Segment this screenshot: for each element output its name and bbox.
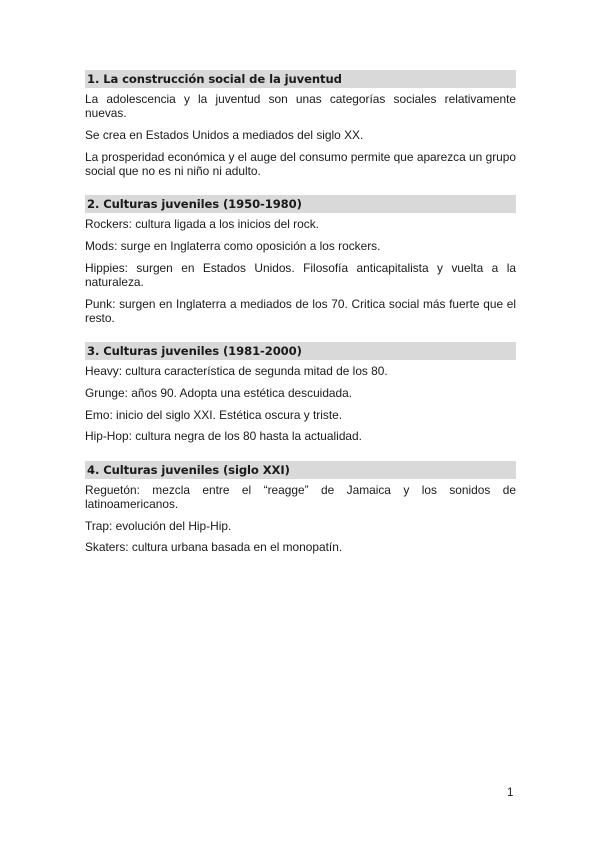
page-number: 1	[507, 787, 514, 799]
paragraph: Reguetón: mezcla entre el “reagge” de Jamaica y los sonidos de latinoamericanos.	[85, 482, 516, 511]
paragraph: Trap: evolución del Hip-Hip.	[85, 518, 232, 533]
paragraph: Se crea en Estados Unidos a mediados del siglo XX.	[85, 128, 364, 142]
paragraph: Emo: inicio del siglo XXI. Estética oscura y triste.	[85, 407, 343, 422]
section-heading: 1. La construcción social de la juventud	[85, 70, 516, 88]
paragraph: La adolescencia y la juventud son unas categorías sociales relativamente nuevas.	[85, 92, 516, 121]
section-heading: 2. Culturas juveniles (1950-1980)	[85, 195, 516, 213]
section-heading: 4. Culturas juveniles (siglo XXI)	[85, 461, 516, 479]
paragraph: La prosperidad económica y el auge del consumo permite que aparezca un grupo social que no es ni niño ni adulto.	[85, 149, 516, 178]
document-page	[85, 70, 516, 572]
section-youth-cultures-21st-century	[85, 461, 516, 555]
section-youth-social-construction	[85, 70, 516, 178]
paragraph: Mods: surge en Inglaterra como oposición a los rockers.	[85, 239, 381, 253]
section-youth-cultures-1950-1980	[85, 195, 516, 325]
paragraph: Skaters: cultura urbana basada en el monopatín.	[85, 540, 343, 555]
paragraph: Hip-Hop: cultura negra de los 80 hasta la actualidad.	[85, 429, 362, 444]
paragraph: Hippies: surgen en Estados Unidos. Filosofía anticapitalista y vuelta a la naturaleza.	[85, 260, 516, 289]
paragraph: Heavy: cultura característica de segunda mitad de los 80.	[85, 364, 388, 379]
paragraph: Grunge: años 90. Adopta una estética descuidada.	[85, 386, 353, 400]
section-heading: 3. Culturas juveniles (1981-2000)	[85, 342, 516, 360]
section-youth-cultures-1981-2000	[85, 342, 516, 443]
paragraph: Rockers: cultura ligada a los inicios del rock.	[85, 217, 319, 232]
paragraph: Punk: surgen en Inglaterra a mediados de los 70. Critica social más fuerte que el resto.	[85, 296, 516, 325]
